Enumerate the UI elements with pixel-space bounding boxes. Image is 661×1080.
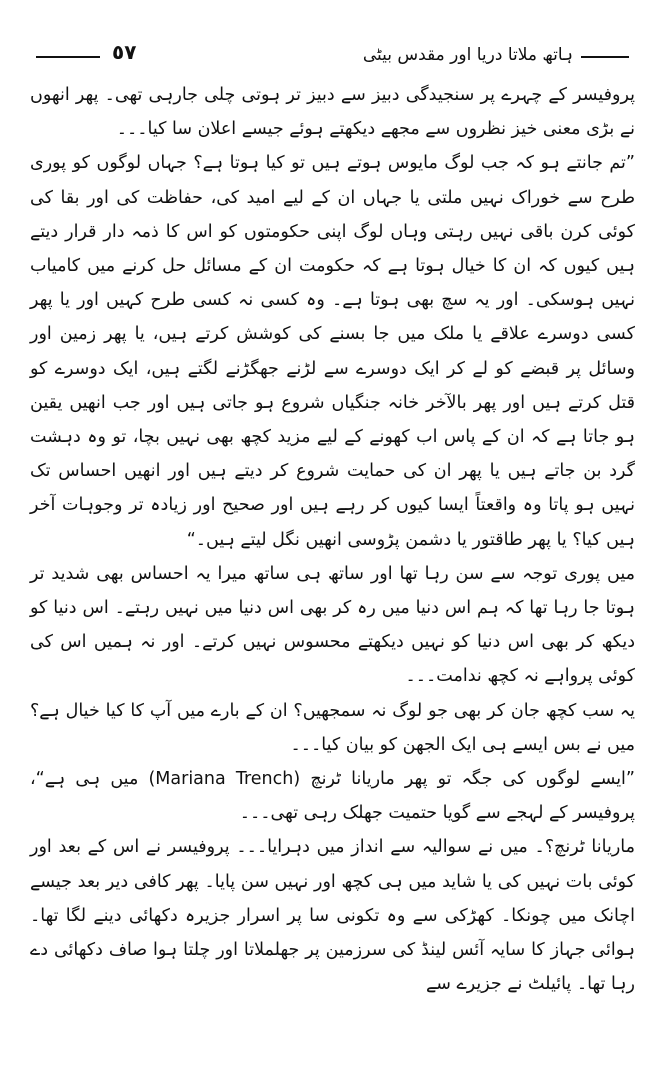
paragraph: ماریانا ٹرنچ؟۔ میں نے سوالیہ سے انداز میں دہرایا۔۔۔ پروفیسر نے اس کے بعد اور کوئی بات نہیں کی یا شاید میں ہی کچھ اور نہیں سن پایا۔ پھر کافی دیر بعد جیسے اچانک میں چونکا۔ کھڑکی سے وہ تکونی سا پر اسرار جزیرہ دکھائی دینے لگا تھا۔ ہوائی جہاز کا سایہ آئس لینڈ کی سرزمین پر جھلملاتا اور چلتا ہوا صاف دکھائی دے رہا تھا۔ پائیلٹ نے جزیرے سے — [30, 837, 635, 995]
page-number: ٥٧ — [112, 40, 137, 64]
page-header — [30, 38, 631, 74]
header-rule-right — [581, 56, 629, 58]
paragraph: پروفیسر کے چہرے پر سنجیدگی دبیز سے دبیز تر ہوتی چلی جارہی تھی۔ پھر انھوں نے بڑی معنی خیز نظروں سے مجھے دیکھتے ہوئے جیسے اعلان سا کیا۔۔۔ — [30, 85, 635, 140]
header-rule-left — [36, 56, 100, 58]
paragraph: میں پوری توجہ سے سن رہا تھا اور ساتھ ہی ساتھ میرا یہ احساس بھی شدید تر ہوتا جا رہا تھا کہ ہم اس دنیا میں رہ کر بھی اس دنیا میں نہیں رہتے۔ اس دنیا کو دیکھ کر بھی اس دنیا کو نہیں دیکھتے محسوس نہیں کرتے۔ اور نہ ہمیں اس کی کوئی پرواہے نہ کچھ ندامت۔۔۔ — [30, 563, 635, 687]
paragraph: ”ایسے لوگوں کی جگہ تو پھر ماریانا ٹرنچ (Mariana Trench) میں ہی ہے“، پروفیسر کے لہجے سے گویا حتمیت جھلک رہی تھی۔۔۔ — [30, 769, 635, 824]
body-text — [30, 78, 635, 1001]
running-title: ہاتھ ملاتا دریا اور مقدس بیٹی — [362, 45, 573, 65]
paragraph: ”تم جانتے ہو کہ جب لوگ مایوس ہوتے ہیں تو کیا ہوتا ہے؟ جہاں لوگوں کو پوری طرح سے خوراک نہیں ملتی یا جہاں ان کے لیے امید کی، حفاظت کی اور بقا کی کوئی کرن باقی نہیں رہتی وہاں لوگ اپنی حکومتوں کو اس کا ذمہ دار قرار دیتے ہیں کیوں کہ ان کا خیال ہوتا ہے کہ حکومت ان کے مسائل حل کرنے میں کامیاب نہیں ہوسکی۔ اور یہ سچ بھی ہوتا ہے۔ وہ کسی نہ کسی طرح کہیں اور یا پھر کسی دوسرے علاقے یا ملک میں جا بسنے کی کوشش کرتے ہیں، یا پھر زمین اور وسائل پر قبضے کو لے کر ایک دوسرے سے لڑنے جھگڑنے لگتے ہیں، ایک دوسرے کو قتل کرتے ہیں اور پھر بالآخر خانہ جنگیاں شروع ہو جاتی ہیں اور جب انھیں یقین ہو جاتا ہے کہ ان کے پاس اب کھونے کے لیے مزید کچھ بھی نہیں بچا، تو وہ دہشت گرد بن جاتے ہیں یا پھر ان کی حمایت شروع کر دیتے ہیں اور انھیں احساس تک نہیں ہو پاتا وہ واقعتاً ایسا کیوں کر رہے ہیں اور صحیح اور زیادہ تر وجوہات آخر ہیں کیا؟ یا پھر طاقتور یا دشمن پڑوسی انھیں نگل لیتے ہیں۔“ — [30, 153, 635, 550]
paragraph: یہ سب کچھ جان کر بھی جو لوگ نہ سمجھیں؟ ان کے بارے میں آپ کا کیا خیال ہے؟ میں نے بس ایسے ہی ایک الجھن کو بیان کیا۔۔۔ — [30, 700, 635, 755]
